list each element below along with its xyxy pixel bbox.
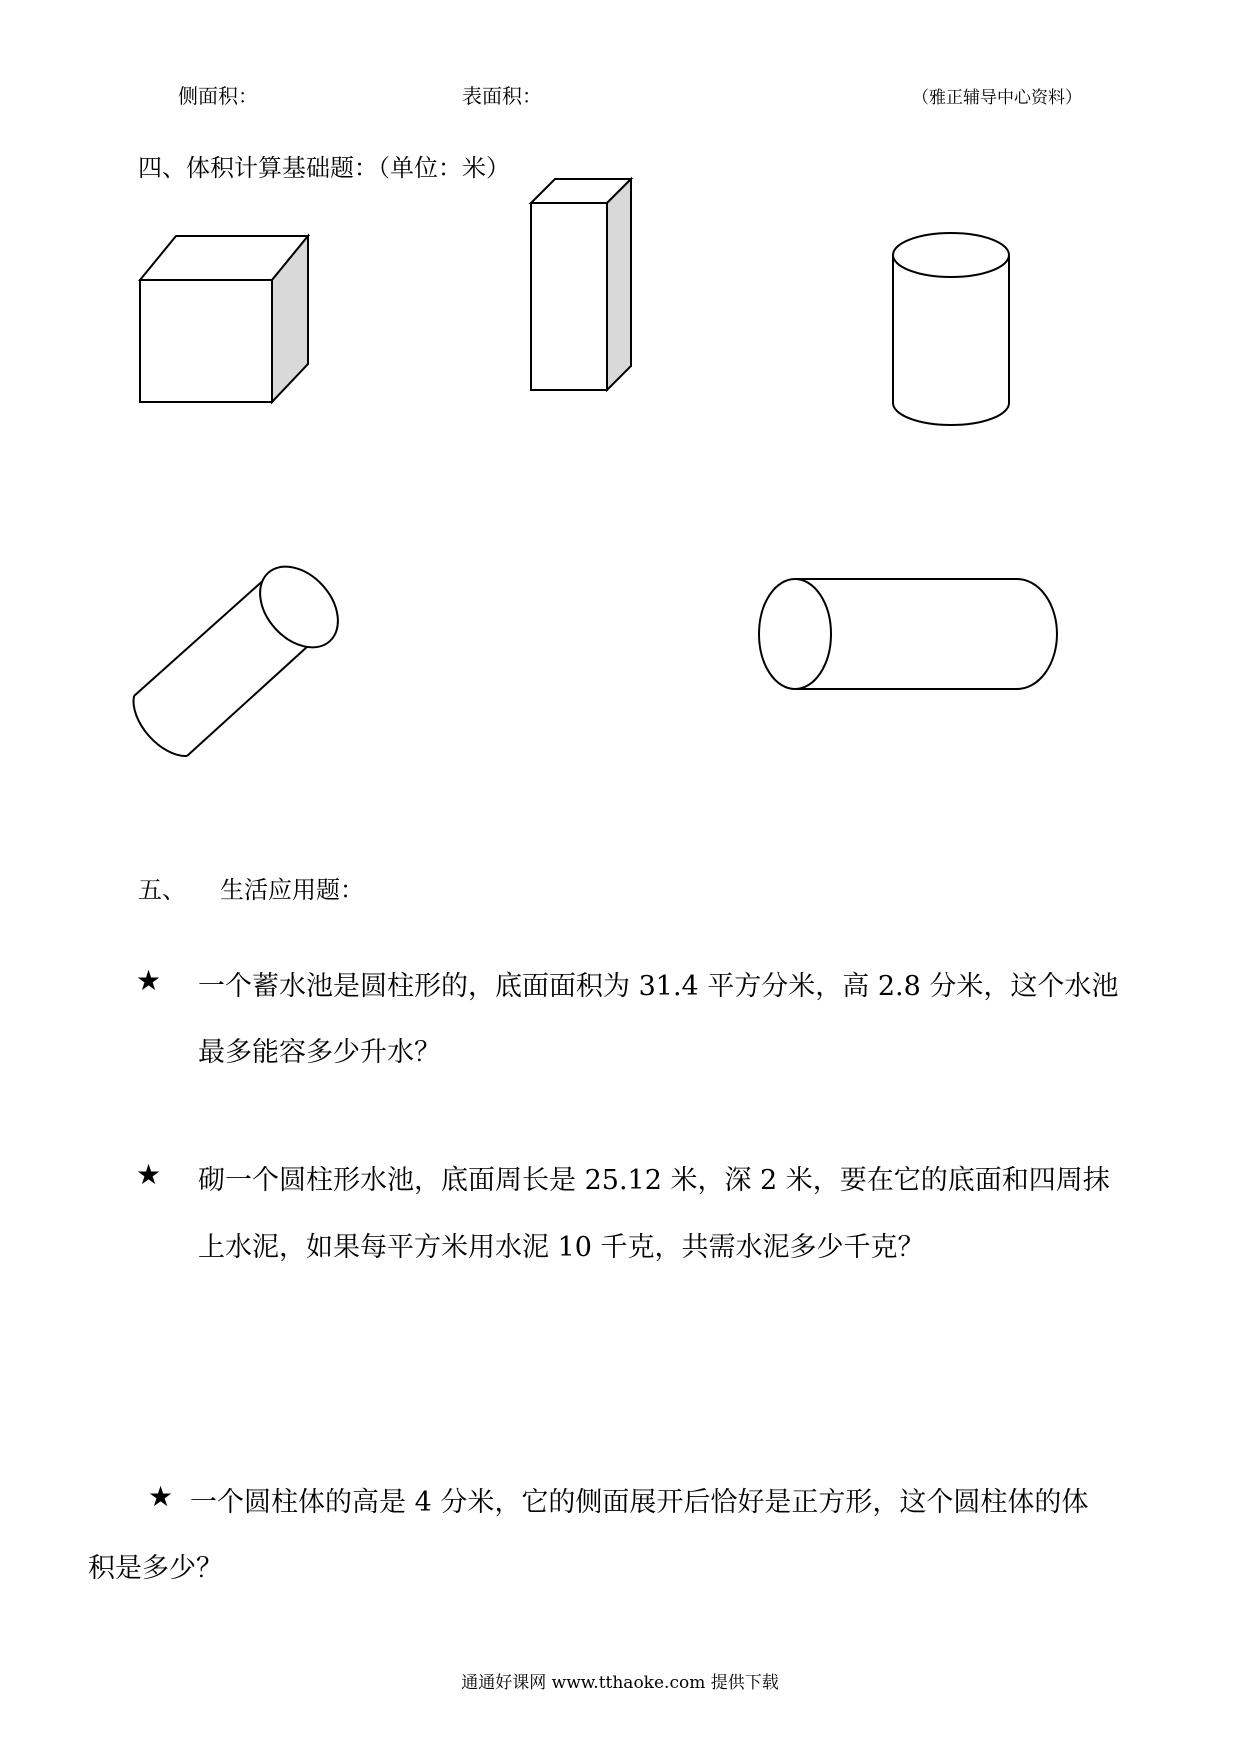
source-note: （雅正辅导中心资料） <box>912 88 1082 108</box>
question-1-line-1: 一个蓄水池是圆柱形的，底面面积为 31.4 平方分米，高 2.8 分米，这个水池 <box>198 971 1119 1002</box>
star-icon: ★ <box>136 964 162 997</box>
section-5-number: 五、 <box>138 876 186 904</box>
question-2-line-1: 砌一个圆柱形水池，底面周长是 25.12 米，深 2 米，要在它的底面和四周抹 <box>198 1165 1110 1196</box>
tilted-cylinder-figure <box>118 548 358 768</box>
footer-text: 通通好课网 www.tthaoke.com 提供下载 <box>461 1673 779 1693</box>
star-icon: ★ <box>136 1158 162 1191</box>
surface-area-label: 表面积： <box>462 84 542 108</box>
section-5-title: 生活应用题： <box>220 876 364 904</box>
question-3-line-1: 一个圆柱体的高是 4 分米，它的侧面展开后恰好是正方形，这个圆柱体的体 <box>190 1487 1089 1518</box>
star-icon: ★ <box>148 1480 174 1513</box>
upright-cylinder-figure <box>885 225 1020 430</box>
section-4-title: 四、体积计算基础题：（单位：米） <box>138 154 510 182</box>
tall-cuboid-figure <box>525 175 645 395</box>
lying-cylinder-figure <box>755 573 1065 698</box>
question-3-line-2: 积是多少？ <box>88 1553 223 1584</box>
lateral-area-label: 侧面积： <box>178 84 258 108</box>
question-1-line-2: 最多能容多少升水？ <box>198 1037 441 1068</box>
cube-figure <box>130 232 315 407</box>
question-2-line-2: 上水泥，如果每平方米用水泥 10 千克，共需水泥多少千克？ <box>198 1232 925 1263</box>
